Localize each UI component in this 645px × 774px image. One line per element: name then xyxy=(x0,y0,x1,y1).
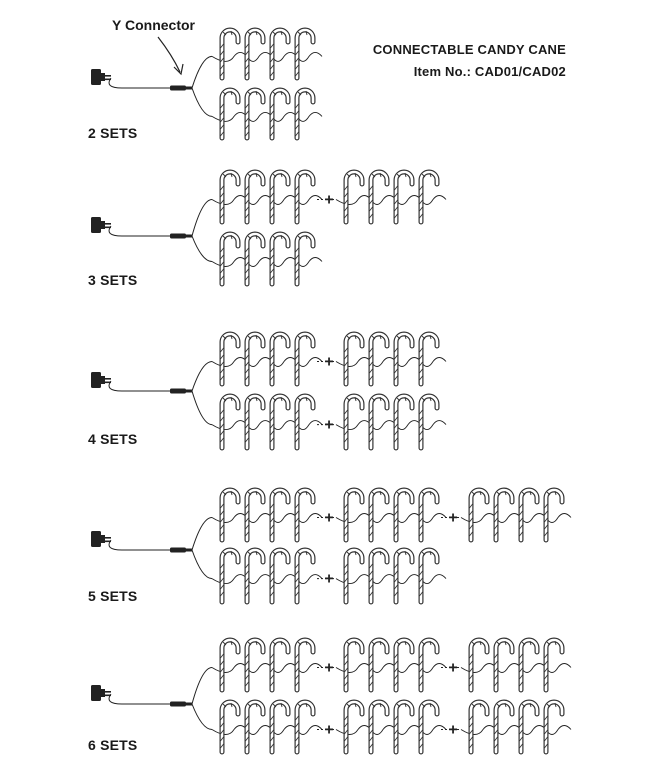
branch-cable xyxy=(192,88,212,116)
candy-cane-icon xyxy=(519,490,537,540)
candy-cane-icon xyxy=(220,550,238,602)
branch-cable xyxy=(192,550,212,579)
cane-wire xyxy=(212,358,322,367)
plus-sign: + xyxy=(324,191,334,209)
candy-cane-icon xyxy=(220,334,238,384)
y-connector-icon xyxy=(170,234,192,239)
candy-cane-icon xyxy=(245,90,263,138)
candy-cane-icon xyxy=(295,30,313,78)
candy-cane-icon xyxy=(394,702,412,752)
candy-cane-icon xyxy=(220,172,238,222)
branch-cable xyxy=(192,200,212,237)
candy-cane-icon xyxy=(394,550,412,602)
plus-sign: + xyxy=(324,721,334,739)
plus-sign: + xyxy=(324,416,334,434)
candy-cane-icon xyxy=(245,234,263,284)
cane-wire xyxy=(336,514,446,523)
candy-cane-icon xyxy=(220,30,238,78)
candy-cane-icon xyxy=(270,172,288,222)
candy-cane-icon xyxy=(344,550,362,602)
y-connector-icon xyxy=(170,86,192,91)
cane-wire xyxy=(336,575,446,584)
candy-cane-icon xyxy=(270,640,288,690)
power-adapter-icon xyxy=(91,685,111,701)
plus-sign: + xyxy=(324,570,334,588)
candy-cane-icon xyxy=(220,702,238,752)
candy-cane-icon xyxy=(220,640,238,690)
candy-cane-icon xyxy=(245,702,263,752)
candy-cane-icon xyxy=(419,640,437,690)
power-adapter-icon xyxy=(91,531,111,547)
branch-cable xyxy=(192,668,212,705)
candy-cane-icon xyxy=(220,90,238,138)
cane-wire xyxy=(212,258,322,267)
y-connector-icon xyxy=(170,389,192,394)
candy-cane-icon xyxy=(419,172,437,222)
candy-cane-icon xyxy=(369,490,387,540)
candy-cane-icon xyxy=(394,396,412,448)
candy-cane-icon xyxy=(295,334,313,384)
candy-cane-icon xyxy=(344,640,362,690)
candy-cane-icon xyxy=(544,490,562,540)
candy-cane-icon xyxy=(295,640,313,690)
candy-cane-icon xyxy=(344,490,362,540)
cane-wire xyxy=(212,726,322,735)
candy-cane-icon xyxy=(494,702,512,752)
main-cable xyxy=(109,381,170,391)
candy-cane-icon xyxy=(245,640,263,690)
cane-wire xyxy=(212,664,322,673)
plus-sign: + xyxy=(324,353,334,371)
plus-sign: + xyxy=(324,509,334,527)
candy-cane-icon xyxy=(419,550,437,602)
cane-wire xyxy=(212,52,322,61)
branch-cable xyxy=(192,236,212,262)
candy-cane-icon xyxy=(369,640,387,690)
candy-cane-icon xyxy=(295,550,313,602)
cane-wire xyxy=(212,112,322,121)
candy-cane-icon xyxy=(494,490,512,540)
set-label-5: 5 SETS xyxy=(88,588,138,604)
main-cable xyxy=(109,78,170,88)
candy-cane-icon xyxy=(369,334,387,384)
plus-sign: + xyxy=(324,659,334,677)
power-adapter-icon xyxy=(91,217,111,233)
branch-cable xyxy=(192,362,212,392)
plus-sign: + xyxy=(448,509,458,527)
main-cable xyxy=(109,694,170,704)
candy-cane-icon xyxy=(369,702,387,752)
candy-cane-icon xyxy=(220,490,238,540)
candy-cane-icon xyxy=(295,702,313,752)
branch-cable xyxy=(192,704,212,730)
cane-wire xyxy=(212,196,322,205)
set-label-3: 3 SETS xyxy=(88,272,138,288)
candy-cane-icon xyxy=(369,396,387,448)
candy-cane-icon xyxy=(469,640,487,690)
item-number: Item No.: CAD01/CAD02 xyxy=(413,64,566,79)
cane-wire xyxy=(336,726,446,735)
candy-cane-icon xyxy=(220,234,238,284)
candy-cane-icon xyxy=(519,640,537,690)
branch-cable xyxy=(192,56,212,88)
cane-wire xyxy=(212,575,322,584)
candy-cane-icon xyxy=(494,640,512,690)
candy-cane-icon xyxy=(270,490,288,540)
candy-cane-icon xyxy=(394,172,412,222)
branch-cable xyxy=(192,391,212,425)
cane-wire xyxy=(336,421,446,430)
candy-cane-icon xyxy=(394,490,412,540)
candy-cane-icon xyxy=(245,396,263,448)
candy-cane-icon xyxy=(369,550,387,602)
cane-wire xyxy=(461,664,571,673)
candy-cane-icon xyxy=(469,490,487,540)
candy-cane-icon xyxy=(369,172,387,222)
candy-cane-icon xyxy=(544,640,562,690)
candy-cane-icon xyxy=(295,490,313,540)
candy-cane-icon xyxy=(419,702,437,752)
branch-cable xyxy=(192,518,212,551)
candy-cane-icon xyxy=(394,334,412,384)
cane-wire xyxy=(461,514,571,523)
cane-wire xyxy=(336,664,446,673)
main-cable xyxy=(109,226,170,236)
cane-wire xyxy=(336,196,446,205)
arrow-icon xyxy=(158,37,183,74)
candy-cane-icon xyxy=(245,550,263,602)
candy-cane-icon xyxy=(295,234,313,284)
candy-cane-icon xyxy=(295,396,313,448)
candy-cane-icon xyxy=(245,172,263,222)
product-title: CONNECTABLE CANDY CANE xyxy=(372,42,566,57)
y-connector-label: Y Connector xyxy=(112,17,195,33)
candy-cane-icon xyxy=(270,334,288,384)
power-adapter-icon xyxy=(91,69,111,85)
candy-cane-icon xyxy=(419,490,437,540)
cane-wire xyxy=(461,726,571,735)
candy-cane-icon xyxy=(344,172,362,222)
plus-sign: + xyxy=(448,659,458,677)
candy-cane-icon xyxy=(270,550,288,602)
cane-wire xyxy=(212,514,322,523)
plus-sign: + xyxy=(448,721,458,739)
candy-cane-icon xyxy=(419,396,437,448)
candy-cane-icon xyxy=(544,702,562,752)
candy-cane-icon xyxy=(270,234,288,284)
candy-cane-icon xyxy=(245,30,263,78)
candy-cane-icon xyxy=(469,702,487,752)
candy-cane-icon xyxy=(220,396,238,448)
candy-cane-icon xyxy=(344,334,362,384)
candy-cane-icon xyxy=(270,90,288,138)
cane-wire xyxy=(336,358,446,367)
candy-cane-icon xyxy=(245,490,263,540)
main-cable xyxy=(109,540,170,550)
candy-cane-icon xyxy=(270,702,288,752)
set-label-4: 4 SETS xyxy=(88,431,138,447)
candy-cane-icon xyxy=(270,30,288,78)
y-connector-icon xyxy=(170,702,192,707)
candy-cane-icon xyxy=(295,90,313,138)
set-label-6: 6 SETS xyxy=(88,737,138,753)
power-adapter-icon xyxy=(91,372,111,388)
candy-cane-icon xyxy=(295,172,313,222)
cane-wire xyxy=(212,421,322,430)
candy-cane-icon xyxy=(394,640,412,690)
candy-cane-icon xyxy=(245,334,263,384)
candy-cane-icon xyxy=(344,396,362,448)
candy-cane-icon xyxy=(419,334,437,384)
set-label-2: 2 SETS xyxy=(88,125,138,141)
candy-cane-icon xyxy=(270,396,288,448)
candy-cane-icon xyxy=(519,702,537,752)
y-connector-icon xyxy=(170,548,192,553)
candy-cane-icon xyxy=(344,702,362,752)
